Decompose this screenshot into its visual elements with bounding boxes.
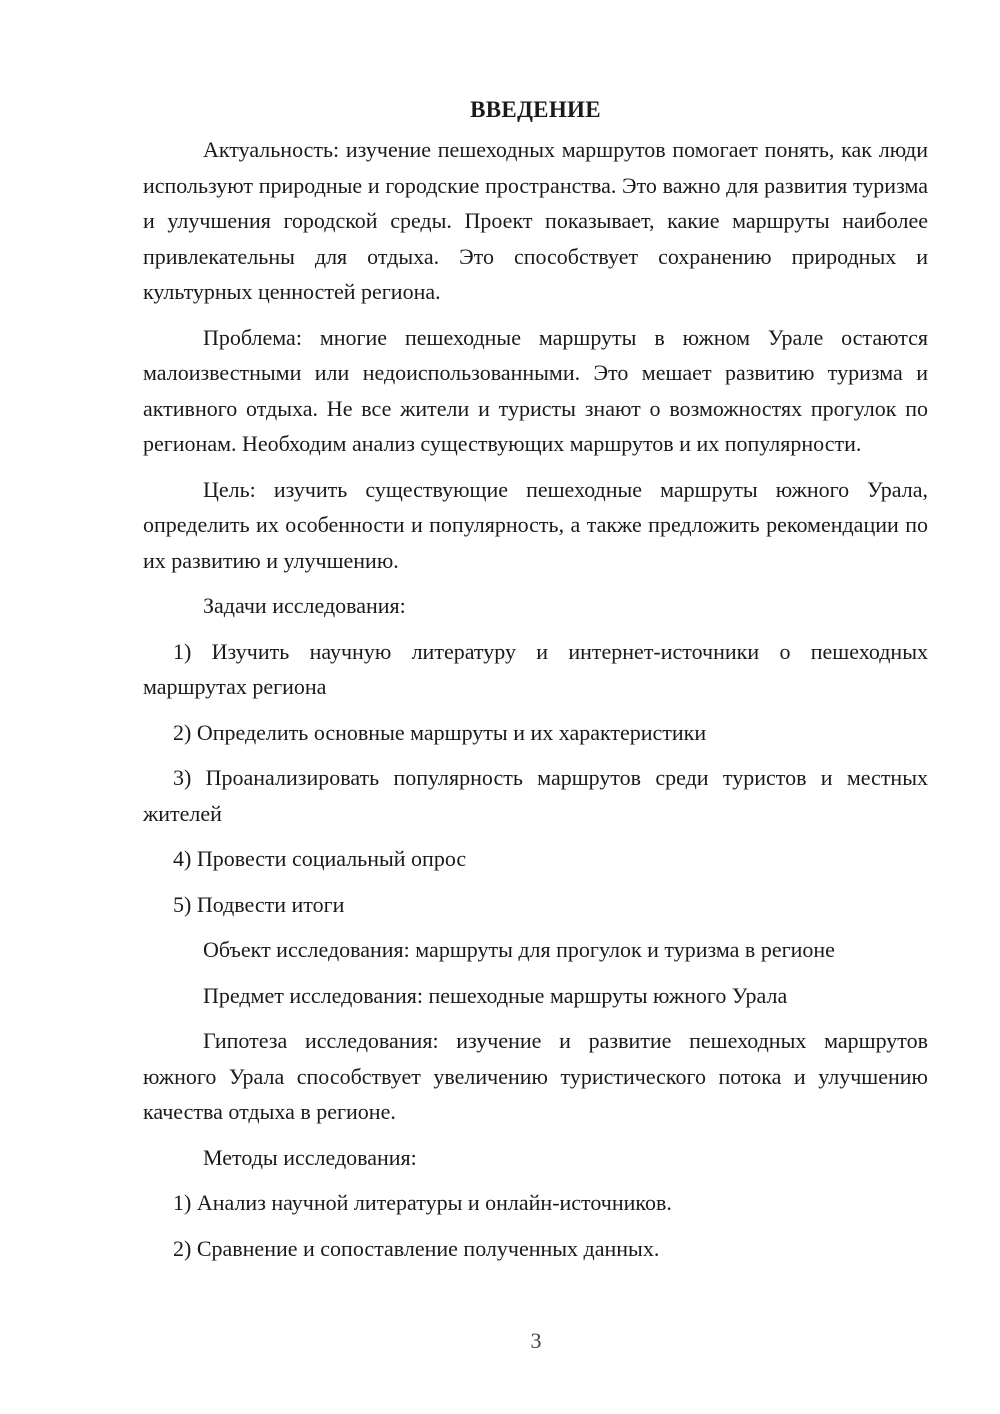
page-number: 3 xyxy=(530,1328,542,1353)
list-item-method-1: 1) Анализ научной литературы и онлайн-источников. xyxy=(173,1190,672,1215)
list-item-task-2: 2) Определить основные маршруты и их характеристики xyxy=(173,719,707,745)
list-item-task-1: 1) Изучить научную литературу и интернет-источники о пешеходных маршрутах региона xyxy=(143,638,928,699)
paragraph-hypothesis: Гипотеза исследования: изучение и развитие пешеходных маршрутов южного Урала способствует увеличению туристического потока и улучшению качества отдыха в регионе. xyxy=(143,1028,928,1124)
paragraph-relevance: Актуальность: изучение пешеходных маршрутов помогает понять, как люди используют природные и городские пространства. Это важно для развития туризма и улучшения городской среды. Проект показывает, какие маршруты наиболее привлекательны для отдыха. Это способствует сохранению природных и культурных ценностей региона. xyxy=(143,137,928,304)
section-title: ВВЕДЕНИЕ xyxy=(470,97,601,122)
document-page xyxy=(143,90,928,1276)
list-item-task-4: 4) Провести социальный опрос xyxy=(173,846,467,871)
paragraph-object: Объект исследования: маршруты для прогулок и туризма в регионе xyxy=(203,937,835,962)
paragraph-subject: Предмет исследования: пешеходные маршруты южного Урала xyxy=(203,982,788,1008)
list-item-task-3: 3) Проанализировать популярность маршрутов среди туристов и местных жителей xyxy=(143,765,928,826)
paragraph-methods-heading: Методы исследования: xyxy=(203,1144,417,1170)
list-item-task-5: 5) Подвести итоги xyxy=(173,891,345,917)
list-item-method-2: 2) Сравнение и сопоставление полученных данных. xyxy=(173,1235,660,1261)
paragraph-goal: Цель: изучить существующие пешеходные маршруты южного Урала, определить их особенности и популярность, а также предложить рекомендации по их развитию и улучшению. xyxy=(143,476,928,573)
paragraph-tasks-heading: Задачи исследования: xyxy=(203,593,406,618)
paragraph-problem: Проблема: многие пешеходные маршруты в южном Урале остаются малоизвестными или недоиспользованными. Это мешает развитию туризма и активного отдыха. Не все жители и туристы знают о возможностях прогулок по регионам. Необходим анализ существующих маршрутов и их популярности. xyxy=(143,324,928,456)
